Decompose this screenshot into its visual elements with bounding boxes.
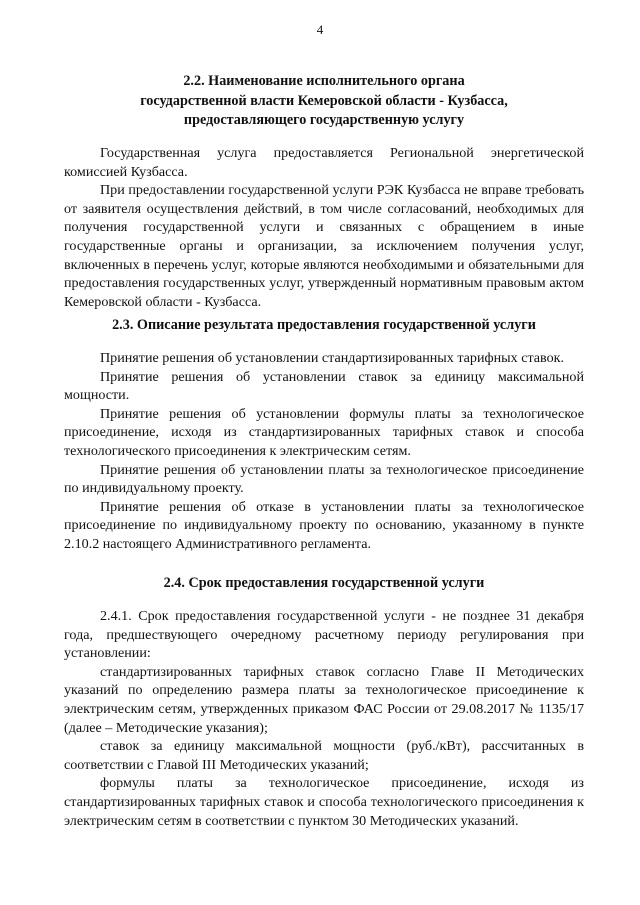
paragraph: Принятие решения об установлении формулы платы за технологическое присоединение, исходя из стандартизированных тарифных ставок и способа технологического присоединения к электрическим сетям. [64,405,584,459]
paragraph: Принятие решения об установлении ставок за единицу максимальной мощности. [64,368,584,404]
paragraph: стандартизированных тарифных ставок согласно Главе II Методических указаний по определению размера платы за технологическое присоединение к электрическим сетям, утвержденных приказом ФАС России от 29.08.2017 № 1135/17 (далее – Методические указания); [64,663,584,736]
paragraph: Принятие решения об установлении стандартизированных тарифных ставок. [100,350,565,366]
heading-line: 2.3. Описание результата предоставления государственной услуги [112,317,536,333]
paragraph: Государственная услуга предоставляется Региональной энергетической комиссией Кузбасса. [64,145,584,180]
section-2-3-heading-block [64,316,584,336]
paragraph: 2.4.1. Срок предоставления государственной услуги - не позднее 31 декабря года, предшествующего очередному расчетному периоду регулирования при установлении: [64,608,584,662]
section-2-3-heading [64,316,584,336]
section-2-4-body [64,607,584,830]
heading-line: 2.4. Срок предоставления государственной услуги [163,575,485,591]
section-2-2-heading-block [64,72,584,131]
paragraph: При предоставлении государственной услуги РЭК Кузбасса не вправе требовать от заявителя осуществления действий, в том числе согласований, необходимых для получения государственной услуги и связанных с обращением в иные государственные органы и организации, за исключением получения услуг, включенных в перечень услуг, которые являются необходимыми и обязательными для предоставления государственных услуг, утвержденный нормативным правовым актом Кемеровской области - Кузбасса. [64,182,584,310]
section-2-2-heading [64,72,584,131]
paragraph: ставок за единицу максимальной мощности (руб./кВт), рассчитанных в соответствии с Главой III Методических указаний; [64,738,584,773]
paragraph: Принятие решения об установлении платы за технологическое присоединение по индивидуальному проекту. [64,461,584,497]
heading-line: государственной власти Кемеровской области - Кузбасса, [140,92,508,109]
heading-line: предоставляющего государственную услугу [183,112,465,128]
section-2-4-heading-block [64,574,584,594]
section-2-2-body [64,144,584,311]
section-2-4-heading [64,574,584,594]
paragraph: Принятие решения об отказе в установлении платы за технологическое присоединение по индивидуальному проекту по основанию, указанному в пункте 2.10.2 настоящего Административного регламента. [64,498,584,552]
section-2-3-body [64,349,584,554]
page-number: 4 [316,22,324,37]
paragraph: формулы платы за технологическое присоединение, исходя из стандартизированных тарифных ставок и способа технологического присоединения к электрическим сетям в соответствии с пунктом 30 Методических указаний. [64,775,584,829]
heading-line: 2.2. Наименование исполнительного органа [183,73,465,89]
